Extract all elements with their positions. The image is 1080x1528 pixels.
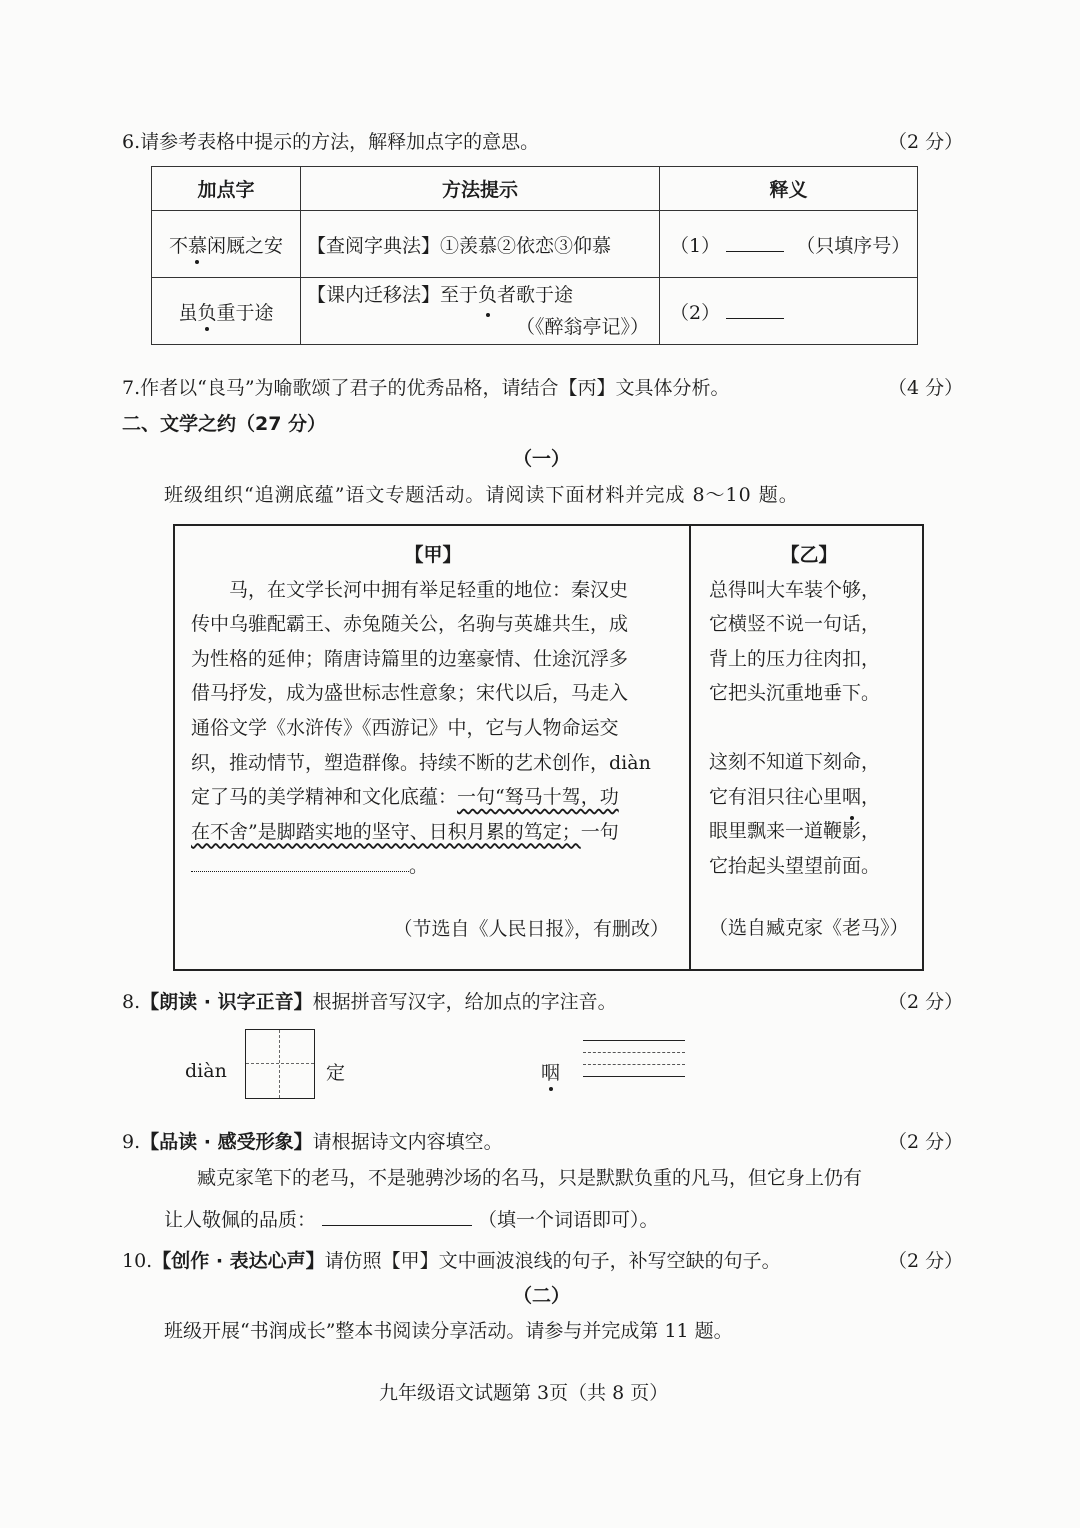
writing-grid[interactable] xyxy=(245,1029,315,1099)
q9-text: 9.【品读 · 感受形象】请根据诗文内容填空。 xyxy=(122,1131,503,1153)
part-label-2: （二） xyxy=(513,1285,571,1307)
table-row xyxy=(152,211,918,278)
q9-line2: 让人敬佩的品质： （填一个词语即可）。 xyxy=(164,1209,659,1231)
table-row xyxy=(152,278,918,345)
wavy-sentence: 一句“驽马十驾，功 xyxy=(457,786,619,809)
material-divider xyxy=(689,526,691,969)
fill-blank-line[interactable] xyxy=(191,851,409,872)
q9-answer-blank[interactable] xyxy=(322,1207,472,1226)
dotted-char: 慕 xyxy=(188,231,207,258)
q6-score: （2 分） xyxy=(888,131,964,153)
material-box xyxy=(173,524,924,971)
section-title: 二、文学之约（27 分） xyxy=(122,413,327,435)
part2-intro: 班级开展“书润成长”整本书阅读分享活动。请参与并完成第 11 题。 xyxy=(164,1320,733,1342)
method-cell: 【课内迁移法】至于负者歌于途 （《醉翁亭记》） xyxy=(301,278,660,345)
q7-score: （4 分） xyxy=(888,377,964,399)
q8-score: （2 分） xyxy=(888,991,964,1013)
q8-text: 8.【朗读 · 识字正音】根据拼音写汉字，给加点的字注音。 xyxy=(122,991,617,1013)
header-word: 加点字 xyxy=(152,167,301,211)
method-cell: 【查阅字典法】①羡慕②依恋③仰慕 xyxy=(301,211,660,278)
answer-blank-1[interactable] xyxy=(726,233,784,252)
dotted-char: 负 xyxy=(197,298,216,325)
pinyin-label: diàn xyxy=(185,1060,227,1082)
pinyin-lines[interactable] xyxy=(583,1040,685,1088)
q6-table xyxy=(151,166,918,345)
material-a: 【甲】 马，在文学长河中拥有举足轻重的地位：秦汉史 传中乌骓配霸王、赤兔随关公，名驹与英雄共生，成 为性格的延伸；隋唐诗篇里的边塞豪情、仕途沉浮多 借马抒发，成为盛世标志性意象；宋代以后，马走入 通俗文学《水浒传》《西游记》中，它与人物命运交 织，推动情节，塑造群像。持续不断的艺术创作，diàn 定了马的美学精神和文化底蕴：一句“驽马十驾，功 在不舍”是脚踏实地的坚守、日积月累的笃定；一句 。 （节选自《人民日报》，有删改） xyxy=(191,538,675,947)
word-cell: 不慕闲厩之安 xyxy=(152,211,301,278)
header-method: 方法提示 xyxy=(301,167,660,211)
page-footer: 九年级语文试题第 3页（共 8 页） xyxy=(379,1382,669,1404)
material-b: 【乙】 总得叫大车装个够， 它横竖不说一句话， 背上的压力往肉扣， 它把头沉重地垂下。 这刻不知道下刻命， 它有泪只往心里咽， 眼里飘来一道鞭影， 它抬起头望望前面。 （选自臧克家《老马》） xyxy=(709,538,909,946)
part1-intro: 班级组织“追溯底蕴”语文专题活动。请阅读下面材料并完成 8～10 题。 xyxy=(164,484,799,506)
table-header-row xyxy=(152,167,918,211)
q6-text: 6.请参考表格中提示的方法，解释加点字的意思。 xyxy=(122,131,540,153)
q9-score: （2 分） xyxy=(888,1131,964,1153)
material-a-title: 【甲】 xyxy=(404,544,462,566)
word-cell: 虽负重于途 xyxy=(152,278,301,345)
wavy-sentence: 在不舍”是脚踏实地的坚守、日积月累的笃定； xyxy=(191,820,581,843)
q9-line1: 臧克家笔下的老马，不是驰骋沙场的名马，只是默默负重的凡马，但它身上仍有 xyxy=(197,1167,863,1189)
answer-cell: （2） xyxy=(660,278,918,345)
material-a-source: （节选自《人民日报》，有删改） xyxy=(393,917,669,940)
q10-text: 10.【创作 · 表达心声】请仿照【甲】文中画波浪线的句子，补写空缺的句子。 xyxy=(122,1250,781,1272)
q10-score: （2 分） xyxy=(888,1250,964,1272)
part-label-1: （一） xyxy=(513,448,571,470)
answer-blank-2[interactable] xyxy=(726,300,784,319)
material-b-title: 【乙】 xyxy=(780,544,838,566)
char-after-grid: 定 xyxy=(326,1062,346,1084)
answer-cell: （1） （只填序号） xyxy=(660,211,918,278)
q7-text: 7.作者以“良马”为喻歌颂了君子的优秀品格，请结合【丙】文具体分析。 xyxy=(122,377,730,399)
material-b-source: （选自臧克家《老马》） xyxy=(709,917,909,940)
dotted-char: 咽 xyxy=(541,1058,560,1085)
header-meaning: 释义 xyxy=(660,167,918,211)
dotted-char: 咽 xyxy=(842,780,861,815)
